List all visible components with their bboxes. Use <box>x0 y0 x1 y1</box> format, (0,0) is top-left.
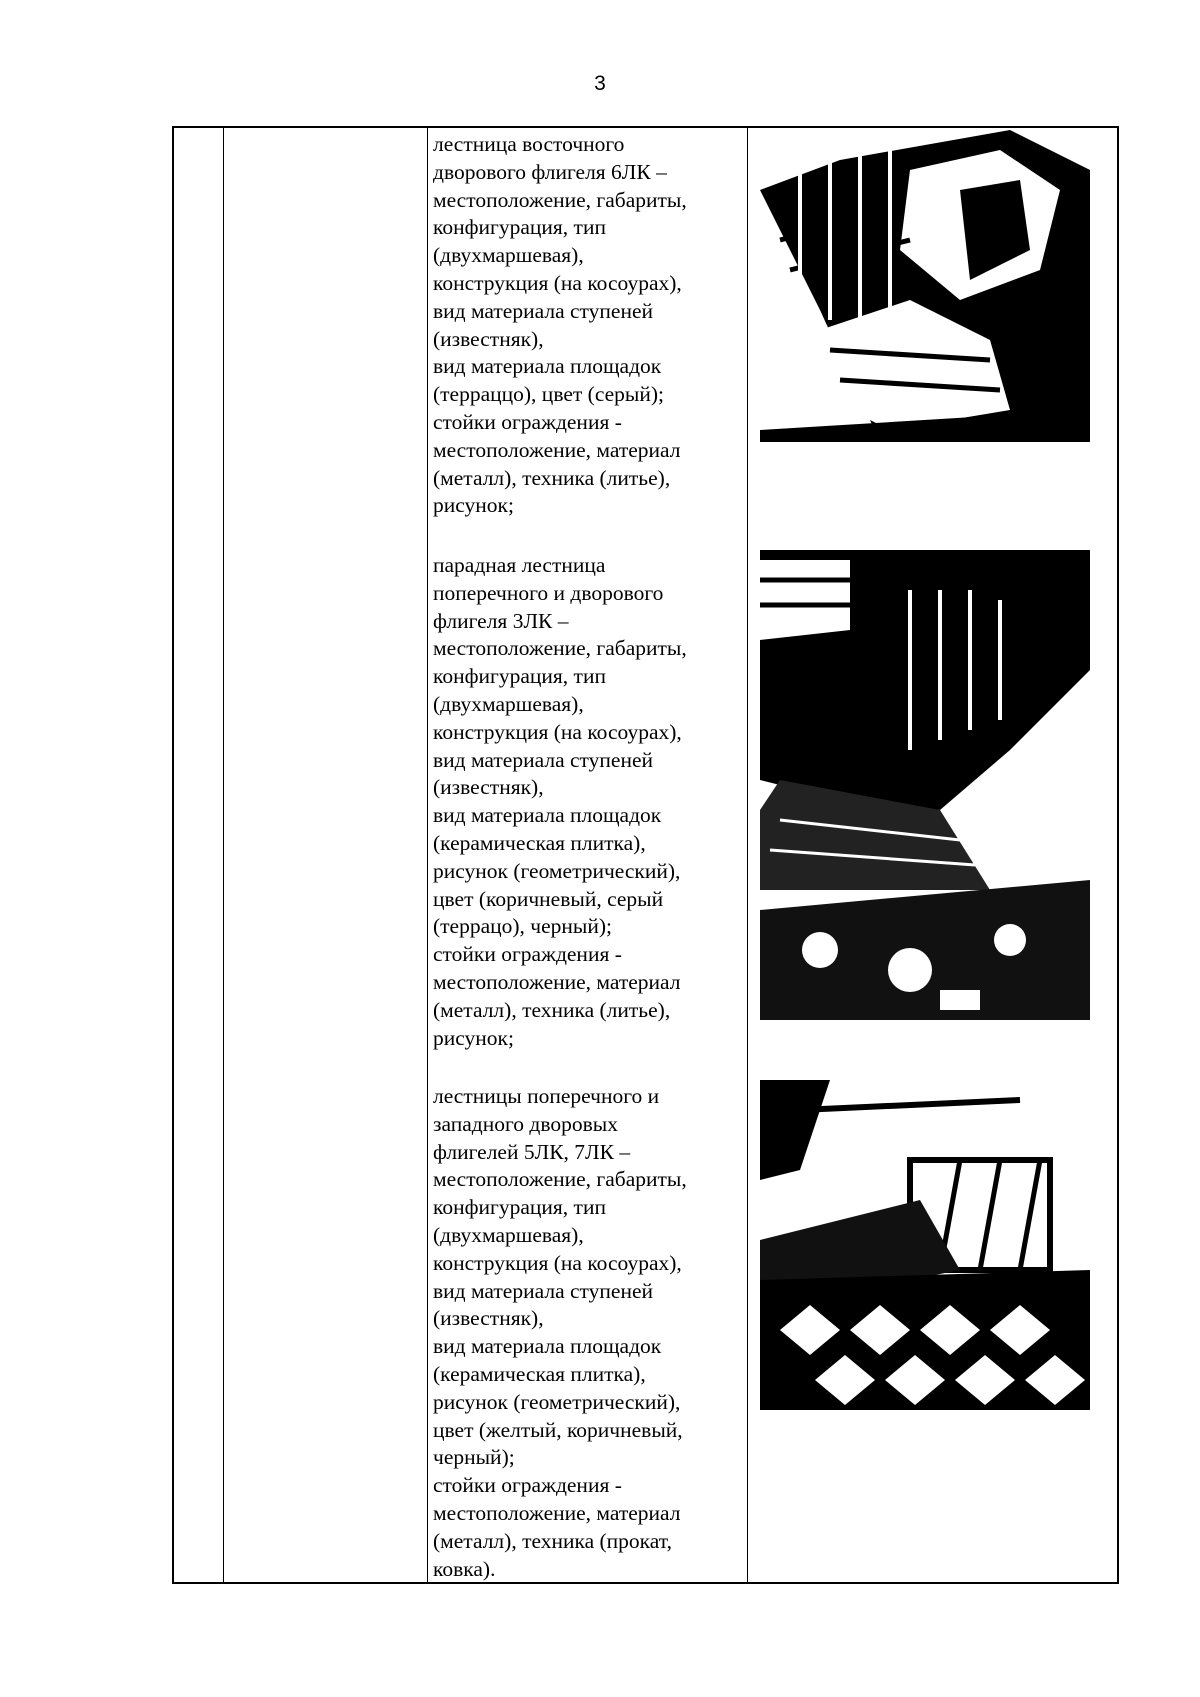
column-divider <box>747 128 748 1582</box>
staircase-description-6lk: лестница восточного дворового флигеля 6ЛК – местоположение, габариты, конфигурация, тип (двухмаршевая), конструкция (на косоурах), вид материала ступеней (известняк), вид материала площадок (терраццо), цвет (серый); стойки ограждения - местоположение, материал (металл), техника (литье), рисунок; <box>433 132 687 518</box>
staircase-photo-3lk <box>760 550 1090 1020</box>
staircase-photo-5lk-7lk <box>760 1080 1090 1444</box>
staircase-photo-6lk <box>760 130 1090 442</box>
staircase-description-5lk-7lk: лестницы поперечного и западного дворовых флигелей 5ЛК, 7ЛК – местоположение, габариты, конфигурация, тип (двухмаршевая), конструкция (на косоурах), вид материала ступеней (известняк), вид материала площадок (керамическая плитка), рисунок (геометрический), цвет (желтый, коричневый, черный); стойки ограждения - местоположение, материал (металл), техника (прокат, ковка). <box>433 1084 687 1581</box>
column-divider <box>223 128 224 1582</box>
column-divider <box>427 128 428 1582</box>
staircase-description-3lk: парадная лестница поперечного и дворового флигеля 3ЛК – местоположение, габариты, конфигурация, тип (двухмаршевая), конструкция (на косоурах), вид материала ступеней (известняк), вид материала площадок (керамическая плитка), рисунок (геометрический), цвет (коричневый, серый (террацо), черный); стойки ограждения - местоположение, материал (металл), техника (литье), рисунок; <box>433 553 687 1050</box>
page-number: 3 <box>594 72 606 95</box>
description-table <box>172 126 1119 1584</box>
